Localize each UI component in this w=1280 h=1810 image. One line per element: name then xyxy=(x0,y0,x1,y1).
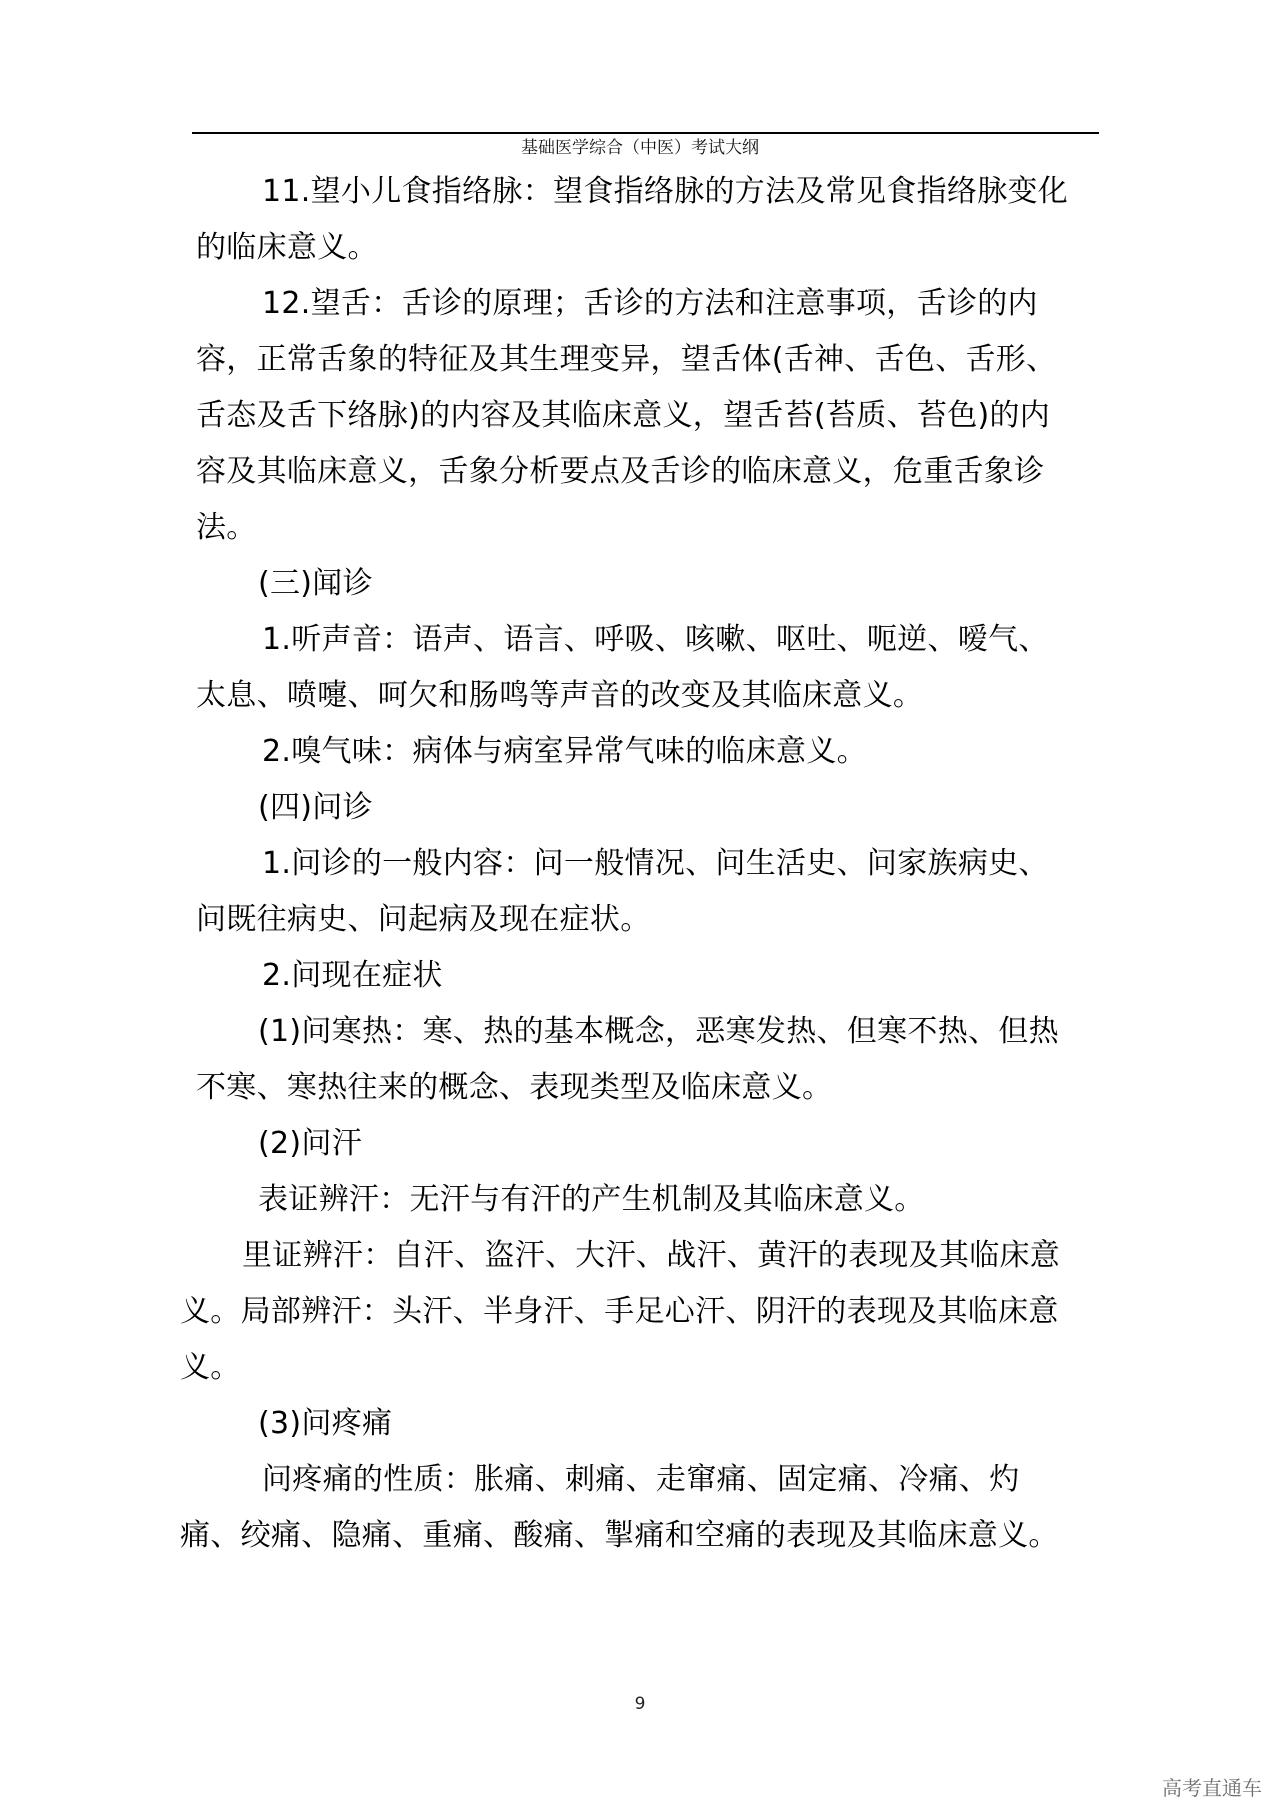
body-line: 痛、绞痛、隐痛、重痛、酸痛、掣痛和空痛的表现及其临床意义。 xyxy=(180,1518,1059,1553)
body-line: 问既往病史、问起病及现在症状。 xyxy=(196,902,651,937)
body-line: 义。 xyxy=(180,1350,241,1385)
watermark: 高考直通车 xyxy=(1162,1776,1262,1800)
body-line: 2.问现在症状 xyxy=(262,958,443,993)
body-line: 11.望小儿食指络脉：望食指络脉的方法及常见食指络脉变化 xyxy=(262,174,1069,209)
body-line: (2)问汗 xyxy=(258,1126,362,1161)
body-line: 1.问诊的一般内容：问一般情况、问生活史、问家族病史、 xyxy=(262,846,1049,881)
body-line: (1)问寒热：寒、热的基本概念，恶寒发热、但寒不热、但热 xyxy=(258,1014,1059,1049)
body-line: 1.听声音：语声、语言、呼吸、咳嗽、呕吐、呃逆、嗳气、 xyxy=(262,622,1049,657)
body-line: 2.嗅气味：病体与病室异常气味的临床意义。 xyxy=(262,734,867,769)
body-line: 的临床意义。 xyxy=(196,230,378,265)
body-line: (3)问疼痛 xyxy=(258,1406,393,1441)
running-header: 基础医学综合（中医）考试大纲 xyxy=(521,138,759,158)
body-line: 太息、喷嚏、呵欠和肠鸣等声音的改变及其临床意义。 xyxy=(196,678,924,713)
body-line: 不寒、寒热往来的概念、表现类型及临床意义。 xyxy=(196,1070,833,1105)
body-line: 法。 xyxy=(196,510,257,545)
body-line: 12.望舌：舌诊的原理；舌诊的方法和注意事项，舌诊的内 xyxy=(262,286,1038,321)
section-heading: (三)闻诊 xyxy=(258,566,373,601)
page-number: 9 xyxy=(634,1694,646,1714)
body-line: 问疼痛的性质：胀痛、刺痛、走窜痛、固定痛、冷痛、灼 xyxy=(262,1462,1020,1497)
body-line: 舌态及舌下络脉)的内容及其临床意义，望舌苔(苔质、苔色)的内 xyxy=(196,398,1051,433)
body-line: 容及其临床意义，舌象分析要点及舌诊的临床意义，危重舌象诊 xyxy=(196,454,1045,489)
body-line: 表证辨汗：无汗与有汗的产生机制及其临床意义。 xyxy=(258,1182,925,1217)
header-rule xyxy=(192,132,1099,134)
body-line: 义。局部辨汗：头汗、半身汗、手足心汗、阴汗的表现及其临床意 xyxy=(180,1294,1059,1329)
body-line: 容，正常舌象的特征及其生理变异，望舌体(舌神、舌色、舌形、 xyxy=(196,342,1057,377)
body-line: 里证辨汗：自汗、盗汗、大汗、战汗、黄汗的表现及其临床意 xyxy=(242,1238,1061,1273)
section-heading: (四)问诊 xyxy=(258,790,373,825)
